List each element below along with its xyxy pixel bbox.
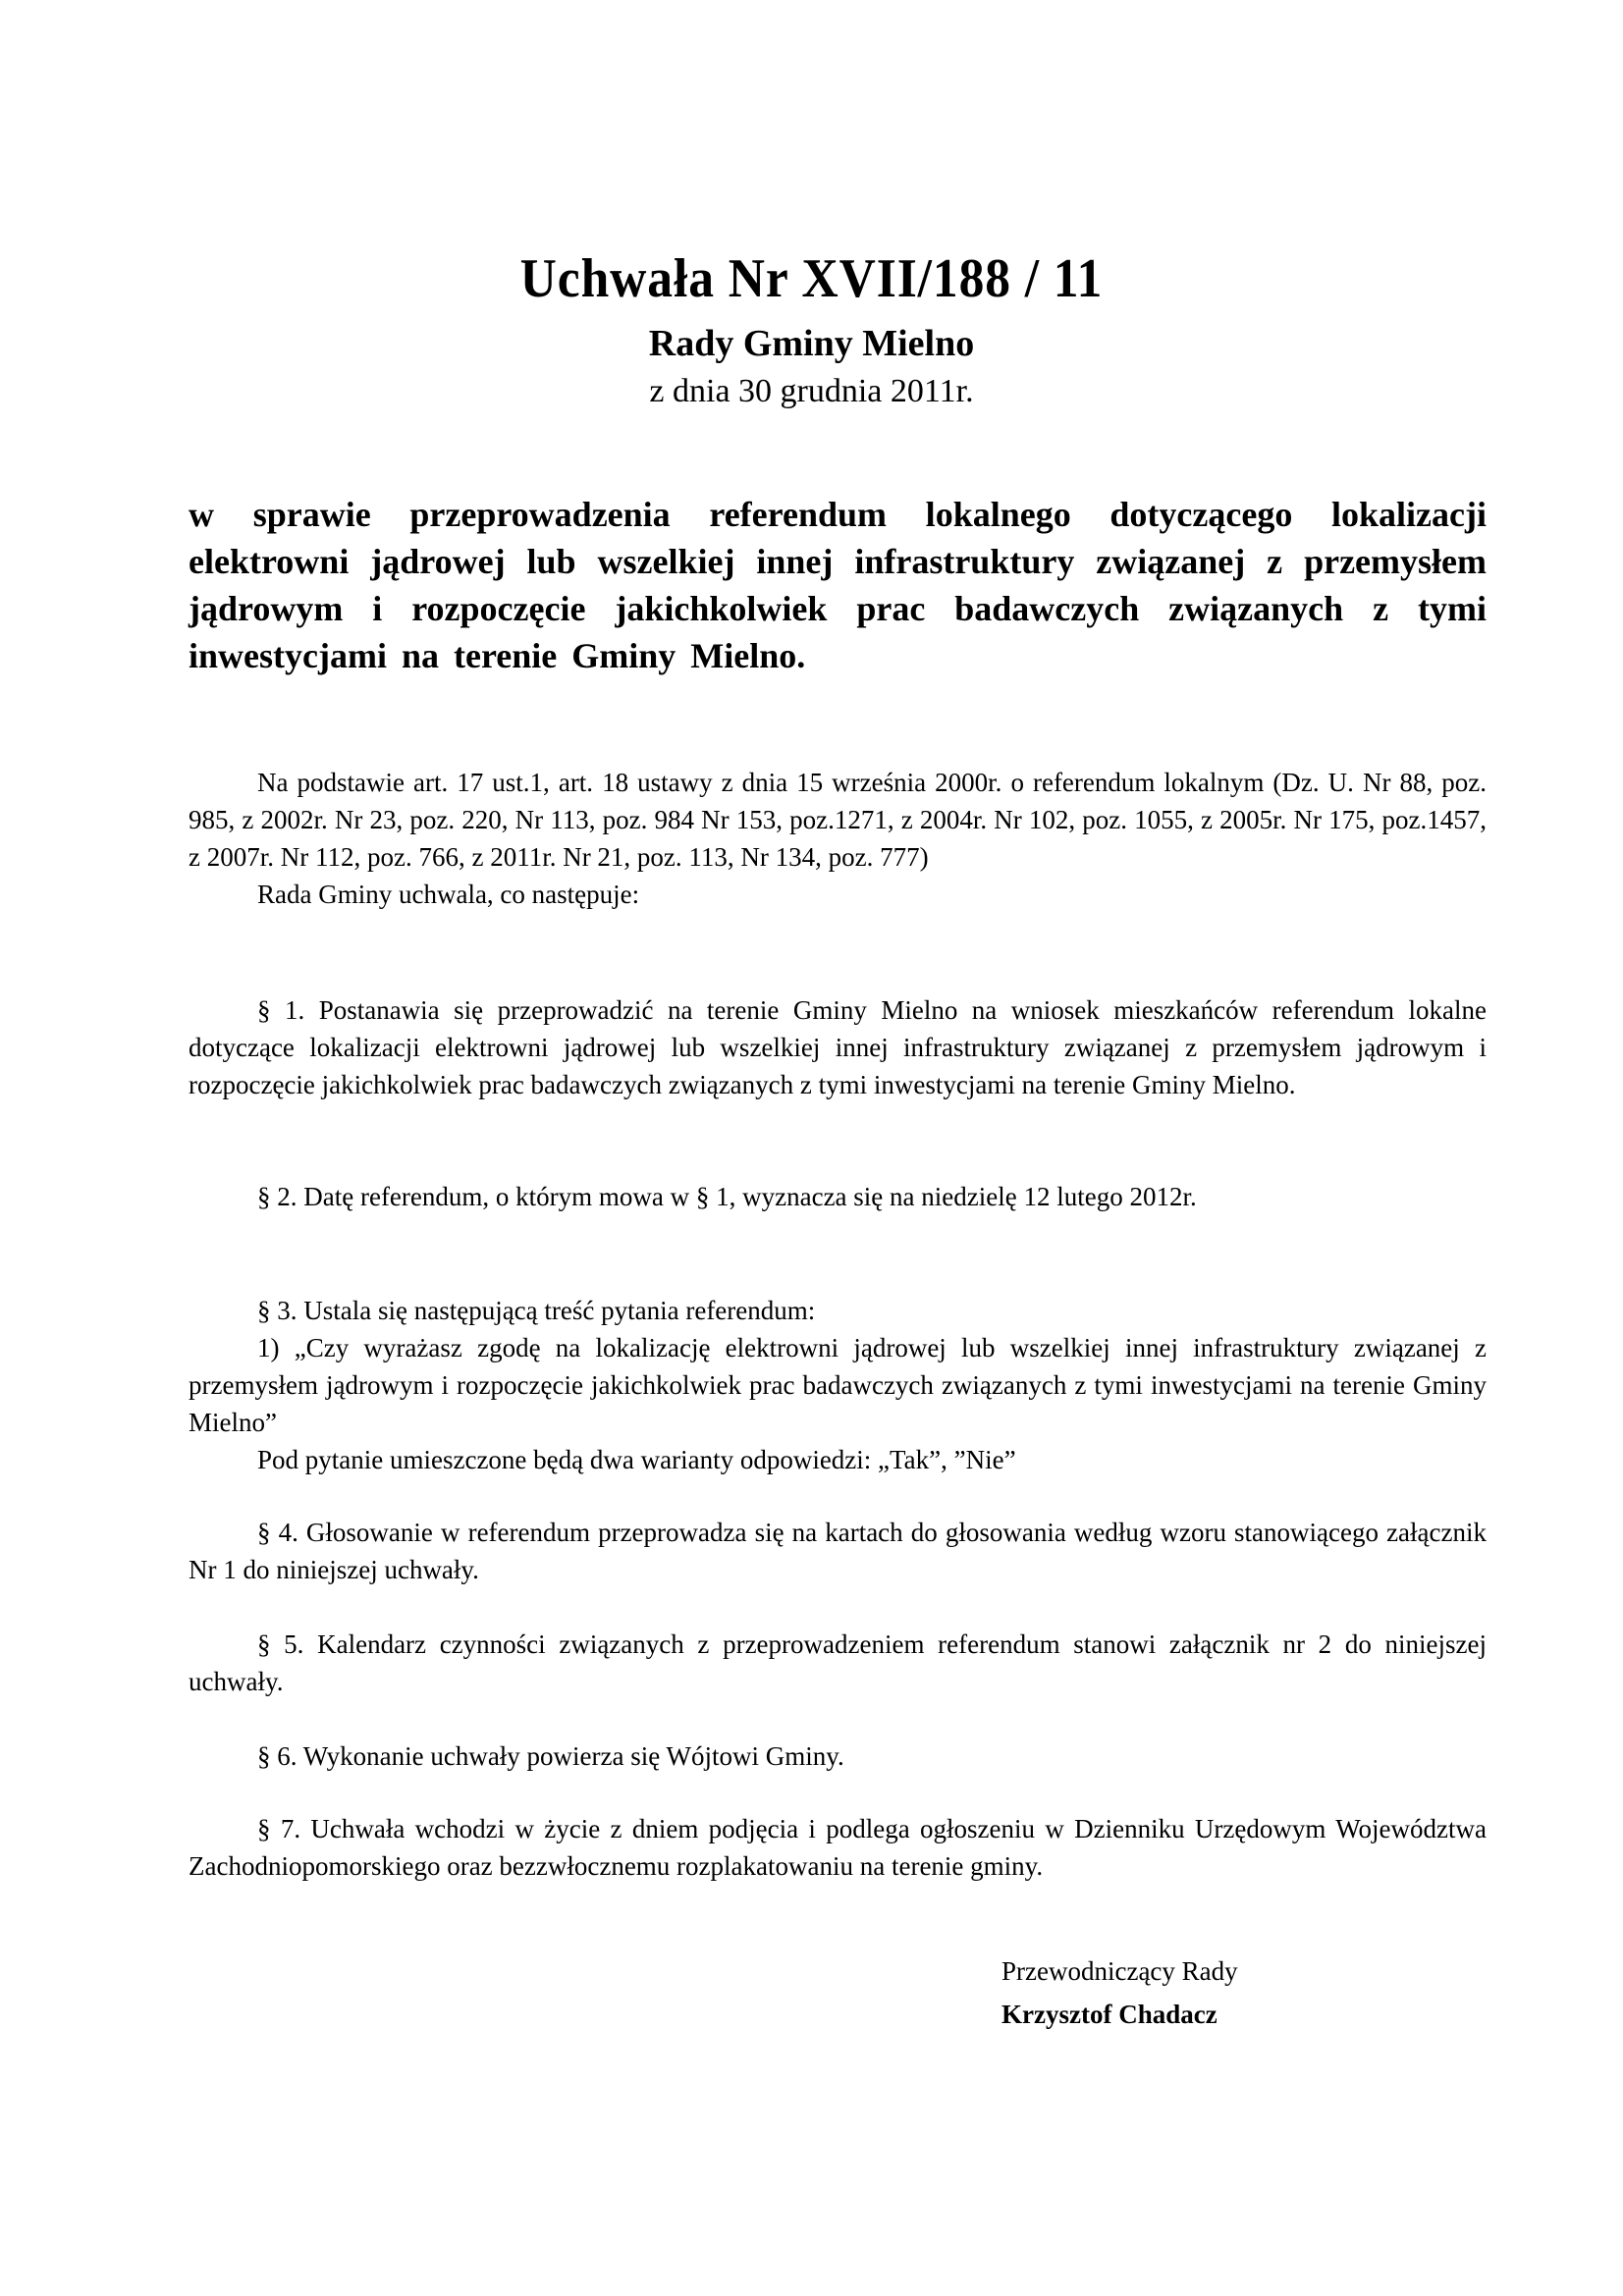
section-7 [189, 1810, 1487, 1885]
legal-basis: Na podstawie art. 17 ust.1, art. 18 ustawy z dnia 15 września 2000r. o referendum lokalnym (Dz. U. Nr 88, poz. 985, z 2002r. Nr 23, poz. 220, Nr 113, poz. 984 Nr 153, poz.1271, z 2004r. Nr 102, poz. 1055, z 2005r. Nr 175, poz.1457, z 2007r. Nr 112, poz. 766, z 2011r. Nr 21, poz. 113, Nr 134, poz. 777) [189, 768, 1487, 872]
section-7-text: § 7. Uchwała wchodzi w życie z dniem podjęcia i podlega ogłoszeniu w Dzienniku Urzędowym Województwa Zachodniopomorskiego oraz bezzwłocznemu rozplakatowaniu na terenie gminy. [189, 1814, 1487, 1881]
section-2 [189, 1178, 1487, 1215]
signature-role: Przewodniczący Rady [1001, 1956, 1238, 1986]
resolution-title: Uchwała Nr XVII/188 / 11 [519, 248, 1104, 309]
legal-basis-block [189, 764, 1487, 913]
section-3-answers: Pod pytanie umieszczone będą dwa warianty odpowiedzi: „Tak”, ”Nie” [257, 1445, 1016, 1474]
section-2-text: § 2. Datę referendum, o którym mowa w § 1, wyznacza się na niedzielę 12 lutego 2012r. [257, 1182, 1197, 1211]
resolution-date: z dnia 30 grudnia 2011r. [649, 373, 974, 409]
resolution-subject: w sprawie przeprowadzenia referendum lokalnego dotyczącego lokalizacji elektrowni jądrowej lub wszelkiej innej infrastruktury związanej z przemysłem jądrowym i rozpoczęcie jakichkolwiek prac badawczych związanych z tymi inwestycjami na terenie Gminy Mielno. [189, 495, 1487, 675]
section-3-intro: § 3. Ustala się następującą treść pytania referendum: [257, 1296, 816, 1325]
section-4-text: § 4. Głosowanie w referendum przeprowadza się na kartach do głosowania według wzoru stanowiącego załącznik Nr 1 do niniejszej uchwały. [189, 1518, 1487, 1584]
resolution-issuer: Rady Gminy Mielno [648, 323, 975, 364]
section-4 [189, 1514, 1487, 1588]
signature-name: Krzysztof Chadacz [1001, 2000, 1217, 2029]
resolves-statement: Rada Gminy uchwala, co następuje: [257, 880, 640, 909]
section-6-text: § 6. Wykonanie uchwały powierza się Wójtowi Gminy. [257, 1741, 844, 1771]
section-1-text: § 1. Postanawia się przeprowadzić na terenie Gminy Mielno na wniosek mieszkańców referendum lokalne dotyczące lokalizacji elektrowni jądrowej lub wszelkiej innej infrastruktury związanej z przemysłem jądrowym i rozpoczęcie jakichkolwiek prac badawczych związanych z tymi inwestycjami na terenie Gminy Mielno. [189, 995, 1487, 1099]
section-1 [189, 991, 1487, 1103]
section-3-question: 1) „Czy wyrażasz zgodę na lokalizację elektrowni jądrowej lub wszelkiej innej infrastruktury związanej z przemysłem jądrowym i rozpoczęcie jakichkolwiek prac badawczych związanych z tymi inwestycjami na terenie Gminy Mielno” [189, 1333, 1487, 1437]
signature-block [1001, 1949, 1238, 2036]
section-5-text: § 5. Kalendarz czynności związanych z przeprowadzeniem referendum stanowi załącznik nr 2 do niniejszej uchwały. [189, 1629, 1487, 1696]
section-3 [189, 1292, 1487, 1478]
section-6 [189, 1737, 1487, 1775]
section-5 [189, 1626, 1487, 1700]
